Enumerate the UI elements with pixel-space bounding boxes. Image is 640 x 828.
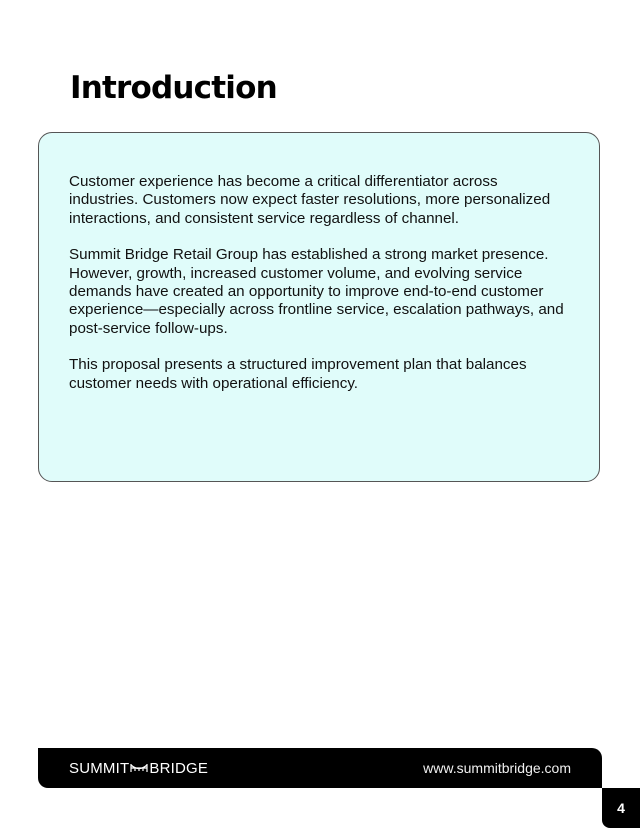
intro-paragraph-2: Summit Bridge Retail Group has established a strong market presence. However, growth, increased customer volume, and evolving service demands have created an opportunity to improve end-to-end customer experience—especially across frontline service, escalation pathways, and post-service follow-ups. <box>69 246 564 337</box>
footer-bar <box>38 748 602 788</box>
website-link[interactable]: www.summitbridge.com <box>423 760 571 776</box>
logo-text-bridge: BRIDGE <box>149 759 209 777</box>
intro-card <box>38 132 600 482</box>
brand-logo <box>69 760 208 777</box>
page-number-notch <box>602 748 640 788</box>
bridge-icon <box>130 762 148 774</box>
page-number: 4 <box>602 788 640 828</box>
intro-paragraph-1: Customer experience has become a critical differentiator across industries. Customers now expect faster resolutions, more personalized interactions, and consistent service regardless of channel. <box>69 173 551 227</box>
page-title: Introduction <box>70 70 277 106</box>
logo-text-summit: SUMMIT <box>69 759 130 777</box>
intro-paragraph-3: This proposal presents a structured improvement plan that balances customer needs with operational efficiency. <box>69 356 527 392</box>
